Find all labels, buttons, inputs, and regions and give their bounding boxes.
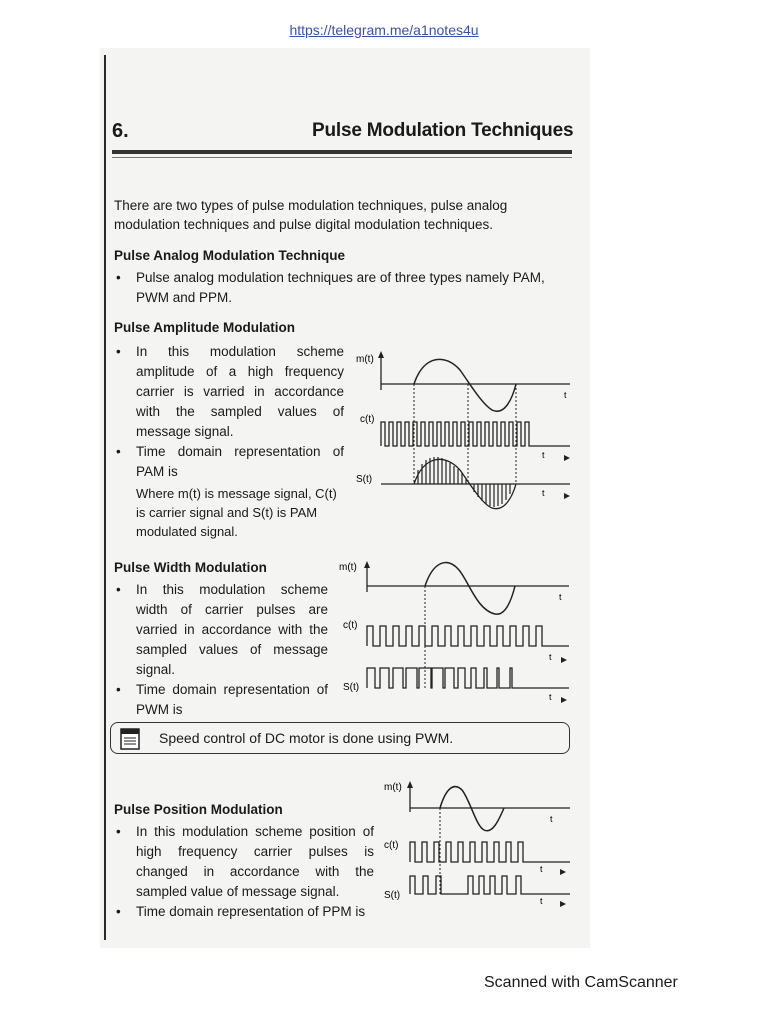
- analog-heading: Pulse Analog Modulation Technique: [114, 248, 346, 263]
- page-binding-edge: [104, 55, 106, 940]
- pwm-message-wave: [425, 563, 515, 615]
- pam-t-arrow-1: t: [542, 450, 545, 460]
- pwm-bullet-1: • In this modulation scheme width of carrier pulses are varried in accordance with the sampled values of message signal.: [114, 580, 328, 680]
- pam-list: [114, 342, 344, 482]
- ppm-heading: Pulse Position Modulation: [114, 802, 283, 817]
- scanner-footer-text: Scanned with CamScanner: [484, 974, 678, 991]
- pwm-m-label: m(t): [339, 562, 357, 573]
- ppm-t-label: t: [550, 814, 553, 824]
- note-box: [110, 722, 570, 754]
- ppm-s-label: S(t): [384, 890, 401, 901]
- ppm-bullet-1: • In this modulation scheme position of high frequency carrier pulses is changed in accordance with the sampled value of message signal.: [114, 822, 374, 902]
- ppm-list: [114, 822, 374, 922]
- pam-t-label: t: [564, 390, 567, 400]
- notepad-icon: [119, 727, 141, 751]
- pwm-c-label: c(t): [343, 620, 358, 631]
- intro-paragraph: There are two types of pulse modulation techniques, pulse analog modulation techniques and pulse digital modulation techniques.: [114, 198, 508, 232]
- pam-carrier-pulses: [381, 422, 570, 446]
- pam-message-wave: [414, 359, 516, 411]
- ppm-carrier-pulses: [410, 842, 570, 862]
- ppm-t-arrow-2: t: [540, 896, 543, 906]
- pam-bullet-2: • Time domain representation of PAM is: [114, 442, 344, 482]
- ppm-bullet-2: • Time domain representation of PPM is: [114, 902, 374, 922]
- ppm-c-label: c(t): [384, 840, 399, 851]
- header-link[interactable]: https://telegram.me/a1notes4u: [289, 22, 479, 38]
- pam-sampled-pulses: [418, 457, 510, 507]
- analog-bullet: • Pulse analog modulation techniques are of three types namely PAM, PWM and PPM.: [114, 268, 572, 308]
- pam-bullet-1: • In this modulation scheme amplitude of a high frequency carrier is varried in accordance with the sampled values of message signal.: [114, 342, 344, 442]
- pwm-s-label: S(t): [343, 682, 360, 693]
- pam-t-arrow-2: t: [542, 488, 545, 498]
- title-rule-thin: [112, 157, 572, 158]
- pam-s-label: S(t): [356, 474, 373, 485]
- ppm-t-arrow-1: t: [540, 864, 543, 874]
- pam-m-label: m(t): [356, 354, 374, 365]
- pwm-heading: Pulse Width Modulation: [114, 560, 267, 575]
- pwm-t-arrow-2: t: [549, 692, 552, 702]
- pwm-carrier-pulses: [367, 626, 569, 646]
- pam-c-label: c(t): [360, 414, 375, 425]
- pwm-list: [114, 580, 328, 720]
- pam-where-text: Where m(t) is message signal, C(t) is carrier signal and S(t) is PAM modulated signal.: [136, 486, 337, 539]
- ppm-m-label: m(t): [384, 782, 402, 793]
- chapter-number: 6.: [112, 120, 129, 142]
- pwm-t-label: t: [559, 592, 562, 602]
- title-rule: [112, 150, 572, 154]
- analog-list: [114, 268, 572, 308]
- pwm-bullet-2: • Time domain representation of PWM is: [114, 680, 328, 720]
- pwm-t-arrow-1: t: [549, 652, 552, 662]
- pwm-modulated-pulses: [367, 668, 569, 688]
- ppm-message-wave: [440, 787, 504, 831]
- note-text: Speed control of DC motor is done using PWM.: [159, 730, 454, 746]
- pam-heading: Pulse Amplitude Modulation: [114, 320, 295, 335]
- pwm-figure: [335, 556, 573, 706]
- pam-figure: [352, 340, 574, 515]
- ppm-modulated-pulses: [410, 876, 570, 894]
- ppm-figure: [380, 776, 574, 910]
- chapter-title: Pulse Modulation Techniques: [312, 120, 574, 141]
